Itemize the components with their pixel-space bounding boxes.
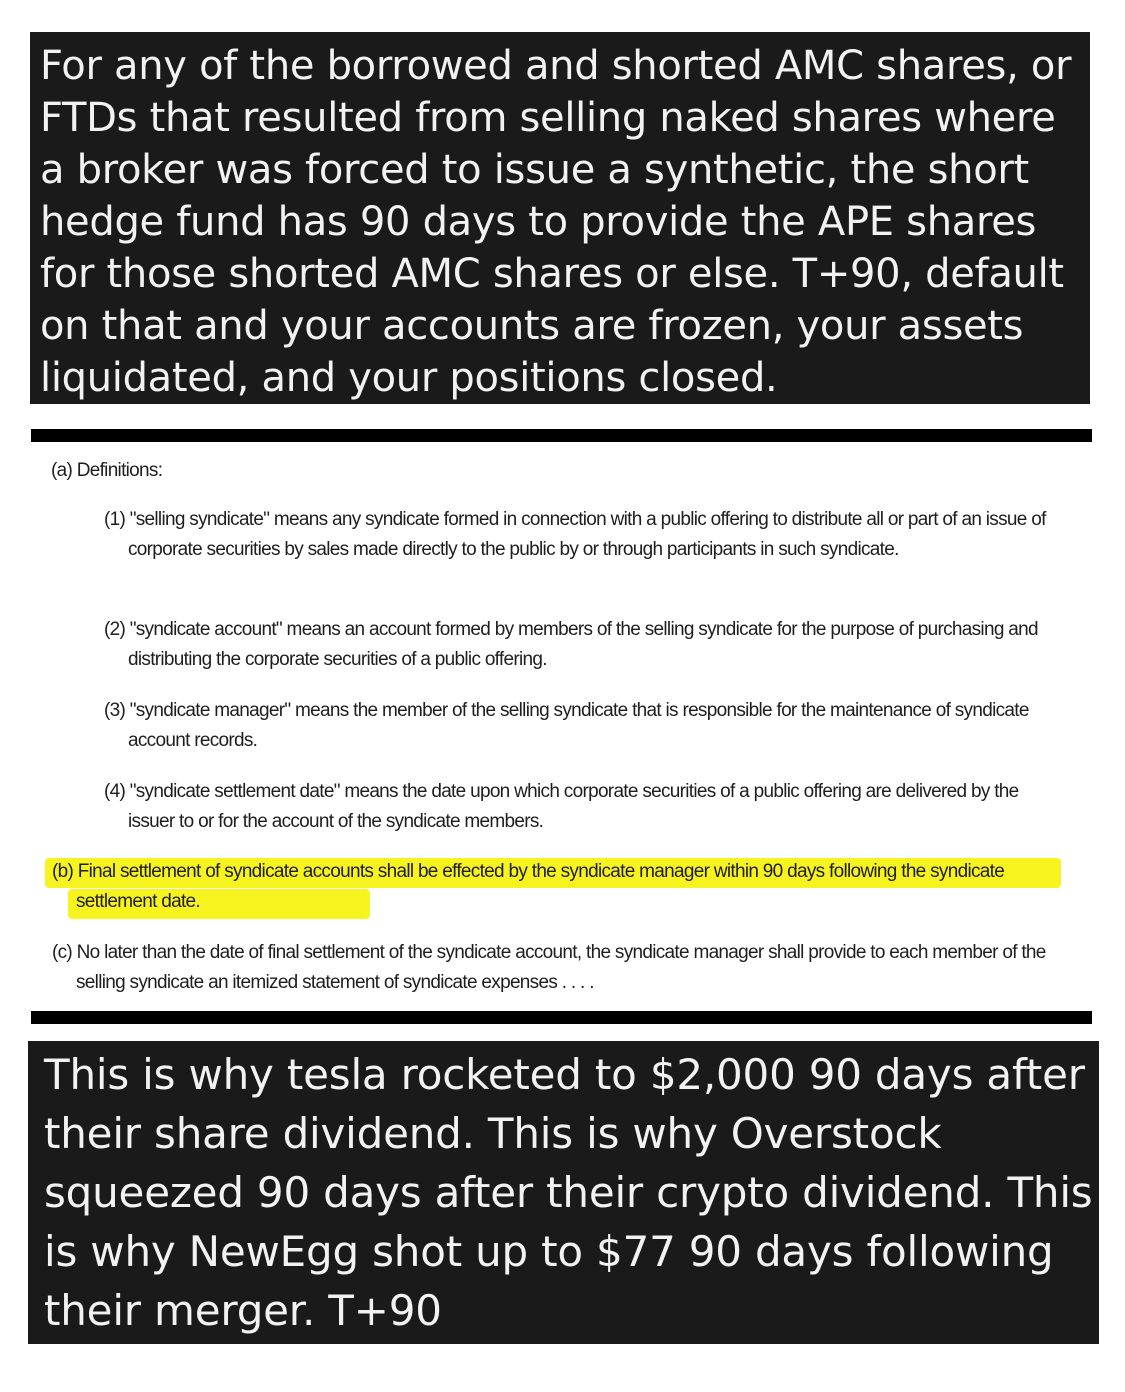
definitions-heading: (a) Definitions: — [51, 460, 163, 481]
definition-2: (2) "syndicate account" means an account formed by members of the selling syndicate for the purpose of purchasing and distributing the corporate securities of a public offering. — [104, 619, 1038, 670]
paragraph-c: (c) No later than the date of final settlement of the syndicate account, the syndicate manager shall provide to each member of the selling syndicate an itemized statement of syndicate expenses . . . . — [52, 942, 1046, 993]
top-quote-box — [30, 32, 1090, 404]
bottom-quote-text: This is why tesla rocketed to $2,000 90 days after their share dividend. This is why Overstock squeezed 90 days after their crypto dividend. This is why NewEgg shot up to $77 90 days following their merger. T+90 — [44, 1050, 1093, 1335]
top-quote-text: For any of the borrowed and shorted AMC shares, or FTDs that resulted from selling naked shares where a broker was forced to issue a synthetic, the short hedge fund has 90 days to provide the APE shares for those shorted AMC shares or else. T+90, default on that and your accounts are frozen, your assets liquidated, and your positions closed. — [40, 43, 1072, 401]
paragraph-b-highlighted: (b) Final settlement of syndicate accounts shall be effected by the syndicate manager within 90 days following the syndicate settlement date. — [52, 861, 1005, 912]
definition-4: (4) "syndicate settlement date" means the date upon which corporate securities of a public offering are delivered by the issuer to or for the account of the syndicate members. — [104, 781, 1019, 832]
definition-1: (1) "selling syndicate" means any syndicate formed in connection with a public offering to distribute all or part of an issue of corporate securities by sales made directly to the public by or through participants in such syndicate. — [104, 509, 1046, 560]
definition-3: (3) "syndicate manager" means the member of the selling syndicate that is responsible for the maintenance of syndicate account records. — [104, 700, 1029, 751]
bottom-divider — [31, 1011, 1092, 1024]
top-divider — [31, 429, 1092, 442]
bottom-quote-box — [28, 1041, 1099, 1344]
